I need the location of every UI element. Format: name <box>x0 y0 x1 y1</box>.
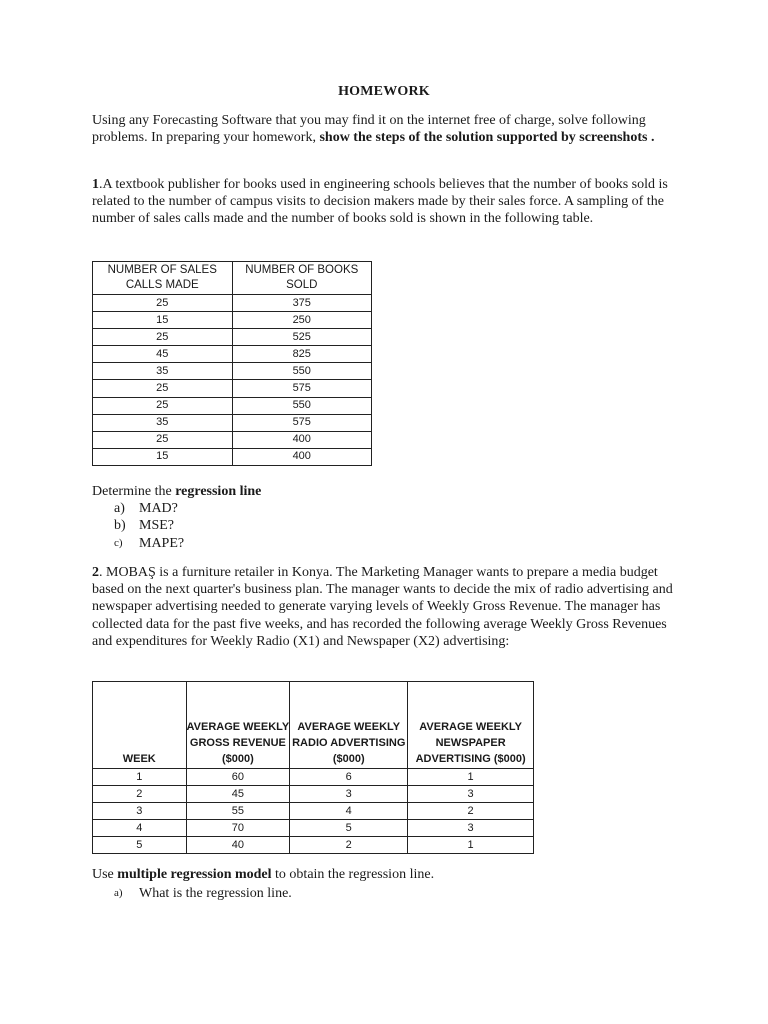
table-row <box>93 397 372 414</box>
table-cell: 575 <box>232 380 372 397</box>
column-header: AVERAGE WEEKLY NEWSPAPER ADVERTISING ($000) <box>408 682 534 769</box>
table-cell: 575 <box>232 414 372 431</box>
problem1-question-list <box>114 500 184 552</box>
problem2-number: 2 <box>92 565 99 580</box>
table-cell: 15 <box>93 312 233 329</box>
table-row <box>93 820 534 837</box>
table-cell: 1 <box>408 769 534 786</box>
sales-calls-table <box>92 261 372 466</box>
table-cell: 2 <box>93 786 187 803</box>
table-cell: 550 <box>232 363 372 380</box>
column-header: AVERAGE WEEKLY RADIO ADVERTISING ($000) <box>290 682 408 769</box>
column-header: NUMBER OF SALES CALLS MADE <box>93 262 233 295</box>
problem1-number: 1 <box>92 177 99 192</box>
column-header: AVERAGE WEEKLY GROSS REVENUE ($000) <box>186 682 290 769</box>
table-row <box>93 431 372 448</box>
question-bold: regression line <box>175 484 262 499</box>
table-cell: 3 <box>408 786 534 803</box>
table-cell: 3 <box>93 803 187 820</box>
table-cell: 40 <box>186 837 290 854</box>
list-item <box>114 535 184 552</box>
table-row <box>93 769 534 786</box>
table-cell: 3 <box>290 786 408 803</box>
table-cell: 35 <box>93 414 233 431</box>
table-cell: 550 <box>232 397 372 414</box>
table-cell: 1 <box>408 837 534 854</box>
item-letter: c) <box>114 536 123 549</box>
table-cell: 1 <box>93 769 187 786</box>
question-suffix: to obtain the regression line. <box>271 867 435 882</box>
table-row <box>93 346 372 363</box>
intro-text: Using any Forecasting Software that you may find it on the internet free of charge, solve following problems. In preparing your homework, <box>92 113 646 146</box>
table-row <box>93 295 372 312</box>
table-cell: 25 <box>93 397 233 414</box>
table-cell: 2 <box>408 803 534 820</box>
table-row <box>93 312 372 329</box>
list-item <box>114 885 292 902</box>
problem1-text: .A textbook publisher for books used in engineering schools believes that the number of books sold is related to the number of campus visits to decision makers made by their sales force. A sampling of the number of sales calls made and the number of books sold is shown in the following table. <box>92 177 668 227</box>
list-item <box>114 517 184 534</box>
table-cell: 4 <box>290 803 408 820</box>
item-text: MAD? <box>139 501 178 516</box>
table-cell: 70 <box>186 820 290 837</box>
table-cell: 25 <box>93 431 233 448</box>
table-cell: 2 <box>290 837 408 854</box>
table-cell: 45 <box>186 786 290 803</box>
table-cell: 5 <box>290 820 408 837</box>
item-letter: a) <box>114 887 123 899</box>
table-cell: 45 <box>93 346 233 363</box>
table-cell: 6 <box>290 769 408 786</box>
table-cell: 250 <box>232 312 372 329</box>
list-item <box>114 500 184 517</box>
table-row <box>93 837 534 854</box>
problem1-question <box>92 483 682 500</box>
item-text: MAPE? <box>139 535 185 551</box>
table-cell: 3 <box>408 820 534 837</box>
sales-calls-table-body <box>93 295 372 466</box>
problem2-text: . MOBAŞ is a furniture retailer in Konya. The Marketing Manager wants to prepare a media budget based on the next quarter's business plan. The manager wants to decide the mix of radio advertising and newspaper advertising needed to generate varying levels of Weekly Gross Revenue. The manager has collected data for the past five weeks, and has recorded the following average Weekly Gross Revenues and expenditures for Weekly Radio (X1) and Newspaper (X2) advertising: <box>92 565 673 649</box>
item-letter: b) <box>114 518 126 534</box>
table-cell: 55 <box>186 803 290 820</box>
page-title: HOMEWORK <box>338 84 430 99</box>
table-row <box>93 786 534 803</box>
table-header-row <box>93 682 534 769</box>
table-cell: 375 <box>232 295 372 312</box>
table-cell: 400 <box>232 431 372 448</box>
item-text: What is the regression line. <box>139 886 292 901</box>
table-row <box>93 414 372 431</box>
table-cell: 825 <box>232 346 372 363</box>
problem2-question <box>92 866 682 883</box>
table-cell: 35 <box>93 363 233 380</box>
question-prefix: Use <box>92 867 118 882</box>
table-cell: 15 <box>93 448 233 465</box>
item-letter: a) <box>114 501 125 516</box>
item-text: MSE? <box>139 518 174 534</box>
table-cell: 525 <box>232 329 372 346</box>
table-cell: 4 <box>93 820 187 837</box>
table-cell: 25 <box>93 295 233 312</box>
table-cell: 5 <box>93 837 187 854</box>
table-cell: 60 <box>186 769 290 786</box>
problem2-question-list <box>114 885 292 902</box>
table-row <box>93 329 372 346</box>
question-prefix: Determine the <box>92 484 176 499</box>
column-header: WEEK <box>93 682 187 769</box>
table-row <box>93 448 372 465</box>
advertising-table-body <box>93 769 534 854</box>
table-cell: 25 <box>93 329 233 346</box>
question-bold: multiple regression model <box>117 867 272 882</box>
problem2-paragraph <box>92 564 682 650</box>
table-header-row <box>93 262 372 295</box>
column-header: NUMBER OF BOOKS SOLD <box>232 262 372 295</box>
advertising-table <box>92 681 534 854</box>
table-row <box>93 380 372 397</box>
table-cell: 25 <box>93 380 233 397</box>
intro-bold-text: show the steps of the solution supported by screenshots . <box>319 130 655 146</box>
table-row <box>93 363 372 380</box>
intro-paragraph <box>92 112 682 146</box>
table-row <box>93 803 534 820</box>
problem1-paragraph <box>92 176 682 228</box>
table-cell: 400 <box>232 448 372 465</box>
